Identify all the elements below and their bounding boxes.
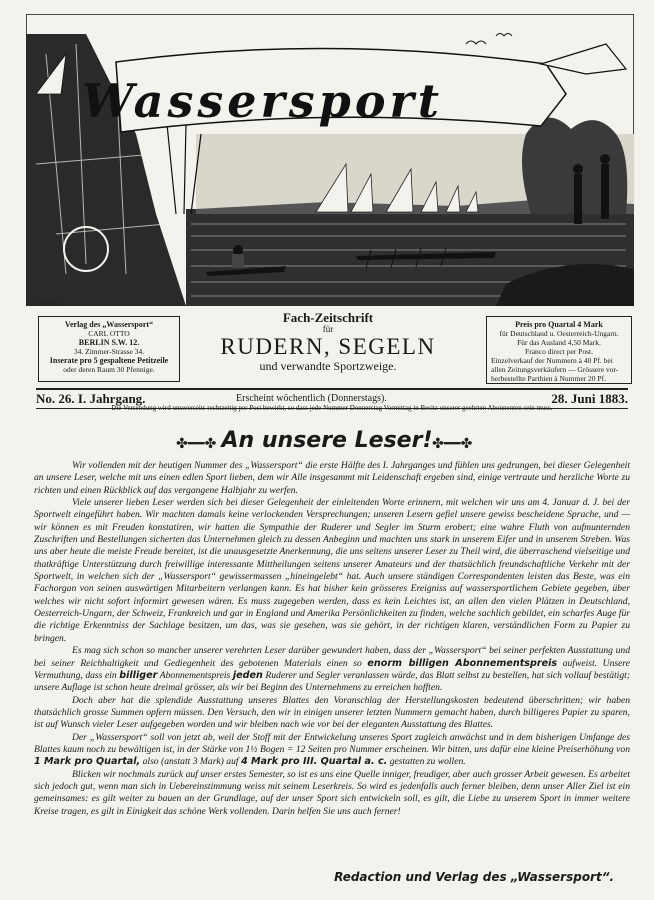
- paragraph-3-text-g: Ruderer und Segler veranlassen würde, das Blatt selbst zu bestellen, hat sich vollauf bestätigt; unsere Auflage ist schon heute dreimal grösser, als wir bei Beginn des Unternehmens zu erreichen hofften.: [34, 669, 630, 694]
- right-ornament: ✤━━✤: [432, 437, 473, 452]
- distribution-note: Die Versendung wird unsererseits rechtzeitig per Post bewirkt, so dass jede Nummer Donnerstag Vormittag in Besitz unserer geehrten Abonnenten sein muss.: [111, 404, 553, 412]
- paragraph-1: Wir vollenden mit der heutigen Nummer des „Wassersport“ die erste Hälfte des I. Jahrganges und fühlen uns gedrungen, bei dieser Gelegenheit an unsere Leser, welche mit uns einen edlen Sport lieben, dem wir Alle insgesammt mit Leidenschaft ergeben sind, einige vertraute und herzliche Worte zu richten und einen Rückblick auf das vergangene Halbjahr zu werfen.: [34, 460, 630, 496]
- issue-number: No. 26. I. Jahrgang.: [36, 391, 146, 406]
- paragraph-5-text-c: also (anstatt 3 Mark) auf: [140, 756, 241, 768]
- price-line1: für Deutschland u. Oesterreich-Ungarn.: [499, 329, 619, 338]
- paragraph-5: [34, 732, 630, 769]
- signature: Redaction und Verlag des „Wassersport“.: [334, 870, 614, 884]
- article-heading: An unsere Leser!: [221, 428, 433, 453]
- masthead-title: Wassersport: [82, 74, 443, 128]
- publisher-line5: Inserate pro 5 gespaltene Petitzeile: [49, 356, 169, 365]
- publisher-line2: CARL OTTO: [88, 329, 130, 338]
- issue-frequency: Erscheint wöchentlich (Donnerstags).: [236, 393, 387, 404]
- artist-signature: Woite: [38, 298, 59, 308]
- paragraph-5-emph-quartal: 4 Mark pro III. Quartal a. c.: [240, 756, 388, 768]
- publisher-line4: 34. Zimmer-Strasse 34.: [73, 347, 145, 356]
- price-title: Preis pro Quartal 4 Mark: [515, 320, 603, 329]
- publisher-line1: Verlag des „Wassersport“: [64, 320, 154, 329]
- paragraph-5-emph-mark: 1 Mark pro Quartal,: [34, 756, 141, 768]
- publication-main-title: RUDERN, SEGELN: [220, 334, 436, 359]
- paragraph-2: Viele unserer lieben Leser werden sich bei dieser Gelegenheit der einleitenden Worte erinnern, mit welchen wir uns am 4. Januar d. J. bei der Sportwelt eingeführt haben. Wir machten damals keine verlockenden Versprechungen; unseren Lesern gefiel unsere gewiss bescheidene Sprache, und — wir können es mit Freuden konstatiren, wir hatten die Sympathie der Ruderer und Segler im Sturm erobert; eine wahre Fluth von aufmunternden Zuschriften und Bestellungen sicherten das Unternehmen gleich zu dessen Anbeginn und machten uns stark in unserem Eifer und in unserem Streben. Was uns aber heute die meiste Freude bereitet, ist die unausgesetzte Anerkennung, die uns seitens unserer Leser zu Theil wird, die überraschend vielseitige und thatkräftige Unterstützung durch freiwillige interessante Mittheilungen seitens unserer Amateurs und der thatsächlich freundschaftliche Verkehr mit der Sportwelt, in welchen sich der „Wassersport“ gewissermassen „hineingelebt“ hat. Auch unsere ständigen Correspondenten leisten das Beste, was ein Fachorgan von seinen auswärtigen Mitarbeitern verlangen kann. Es hat bisher kein grösseres Ereigniss auf wassersportlichem Gebiete gegeben, über welches wir nicht sofort informirt gewesen wären. Es muss zugegeben werden, dass es kein Leichtes ist, an allen den vielen Plätzen in Deutschland, Oesterreich-Ungarn, der Schweiz, Frankreich und gar in England und Amerika Persönlichkeiten zu finden, welche sachlich gebildet, ein scharfes Auge für die richtige Erkenntniss der Sachlage besitzen, um das, was sie gesehen, was sie gehört, in der richtigen klaren, verständlichen Form zu Papier zu bringen.: [34, 497, 630, 644]
- price-line2: Für das Ausland 4,50 Mark.: [517, 338, 601, 347]
- left-ornament: ✤━━✤: [176, 437, 217, 452]
- header-info-row: [28, 310, 632, 382]
- paragraph-5-text-e: gestatten zu wollen.: [387, 756, 466, 768]
- price-line6: herbestellte Parthien à Nummer 20 Pf.: [491, 374, 606, 383]
- masthead-illustration: [26, 14, 634, 306]
- paragraph-3-emph-price: enorm billigen Abonnementspreis: [367, 657, 558, 669]
- article-body: [34, 460, 630, 818]
- publication-tagline: und verwandte Sportzweige.: [259, 359, 397, 373]
- publication-subtitle: Fach-Zeitschrift: [282, 310, 374, 325]
- publisher-line6: oder deren Raum 30 Pfennige.: [63, 365, 155, 374]
- price-line5: allen Zeitungsverkäufern — Grössere vor-: [491, 365, 619, 374]
- paragraph-3-text-c: aufweist. Unsere Vermuthung, dass ein: [34, 657, 630, 681]
- masthead-engraving: [26, 14, 634, 306]
- publication-fuer: für: [322, 324, 334, 334]
- paragraph-4: Doch aber hat die splendide Ausstattung unseres Blattes den Voranschlag der Herstellungskosten bedeutend überschritten; wir haben thatsächlich grosse Summen opfern müssen. Den Versuch, den wir in einigen unserer letzten Nummern gemacht haben, durch billigeres Papier zu sparen, ist auf Wunsch vieler Leser aufgegeben worden und wir bleiben nach wie vor bei der eleganten Ausstattung des Blattes.: [34, 694, 630, 731]
- price-box: [486, 316, 632, 384]
- paragraph-5-text-a: Der „Wassersport“ soll von jetzt ab, weil der Stoff mit der Entwickelung unseres Sport zugleich anwächst und in dem bisherigen Umfange des Blattes kaum noch zu bewältigen ist, in der Stärke von 1½ Bogen = 12 Seiten pro Nummer erscheinen. Wir bitten, uns dafür eine kleine Preiserhöhung von: [34, 731, 630, 755]
- paragraph-3-text-a: Es mag sich schon so mancher unserer verehrten Leser darüber gewundert haben, dass der „Wassersport“ bei seiner perfekten Ausstattung und bei seiner Reichhaltigkeit und Gediegenheit des gebotenen Materials einen so: [34, 645, 630, 669]
- paragraph-6: Blicken wir nochmals zurück auf unser erstes Semester, so ist es uns eine Quelle inniger, freudiger, aber auch grosser Arbeit gewesen. Es arbeitet sich jedoch gut, wenn man sich in Uebereinstimmung weiss mit seinem Leserkreis. So wird es jedenfalls auch ferner bleiben, denn unser Aller Ziel ist ein gemeinsames: es gilt weiter zu bauen an der Grundlage, auf der unser Sport sich entwickeln soll, es gilt, die Liebe zu unserem Sport in immer weitere Kreise tragen, es gilt in Einigkeit das schöne Werk vollenden. Darin helfen Sie uns auch ferner!: [34, 768, 630, 817]
- paragraph-3: [34, 645, 630, 694]
- paragraph-3-emph-jeden: jeden: [232, 669, 263, 681]
- paragraph-3-emph-billiger: billiger: [119, 669, 158, 681]
- price-line4: Einzelverkauf der Nummern à 40 Pf. bei: [491, 356, 613, 365]
- publisher-line3: BERLIN S.W. 12.: [78, 338, 140, 347]
- publication-title-block: [178, 310, 478, 373]
- price-line3: Franco direct per Post.: [525, 347, 593, 356]
- issue-date: 28. Juni 1883.: [551, 391, 628, 406]
- publisher-box: [38, 316, 180, 382]
- paragraph-3-text-e: Abonnementspreis: [157, 669, 233, 681]
